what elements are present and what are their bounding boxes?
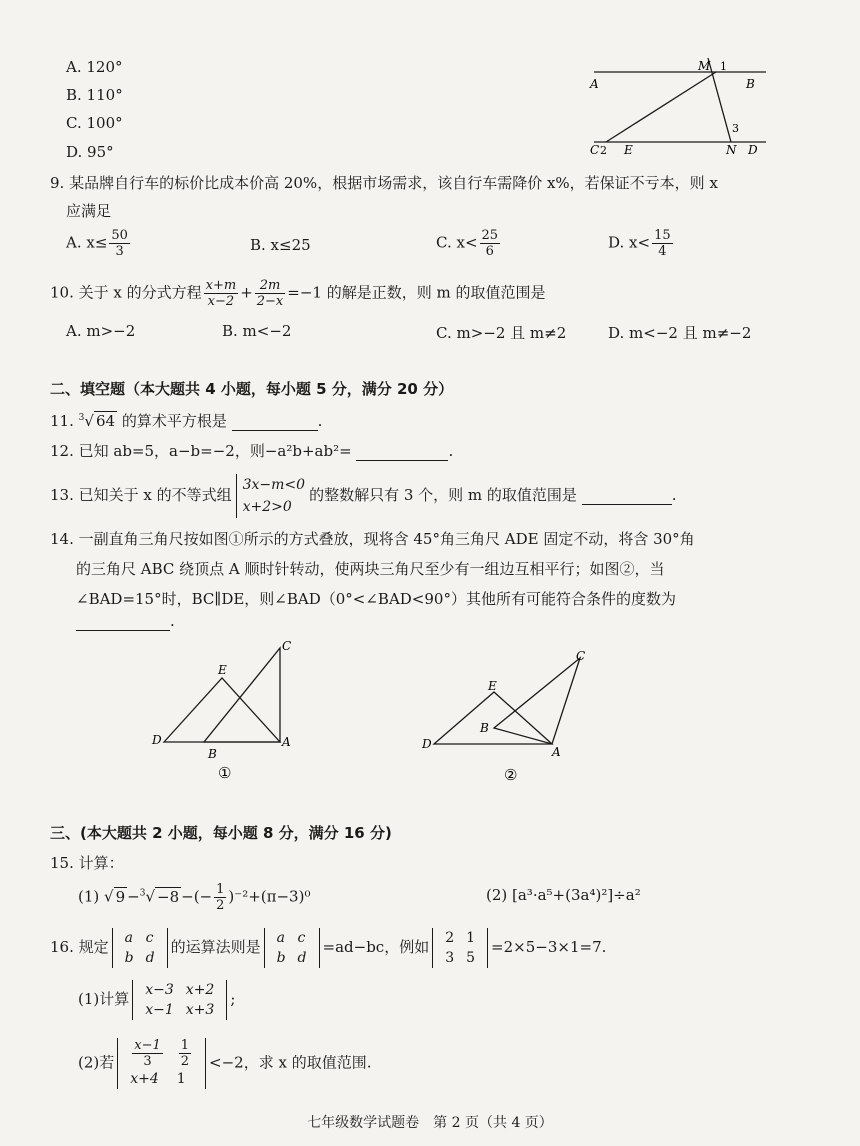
fig2-label-c: C xyxy=(576,649,586,663)
q12-question: 12. 已知 ab=5，a−b=−2，则−a²b+ab²= . xyxy=(50,442,454,460)
q11-question: 11. $^3$√ 64 的算术平方根是 . xyxy=(50,412,323,430)
q13-question: 13. 已知关于 x 的不等式组 3x−m<0 x+2>0 的整数解只有 3 个，则 m 的取值范围是 . xyxy=(50,474,676,518)
p1-b: x−1 xyxy=(145,1002,174,1018)
triangle-abc xyxy=(204,648,280,742)
q8-option-b: B. 110° xyxy=(66,86,123,104)
q14-answer-blank[interactable] xyxy=(76,612,170,631)
q12-answer-blank[interactable] xyxy=(356,442,448,461)
q11-answer-blank[interactable] xyxy=(232,412,318,431)
q8-figure xyxy=(586,54,776,158)
fig1-caption: ① xyxy=(218,764,232,782)
p1-a: x−3 xyxy=(145,982,174,998)
q14-line2: 的三角尺 ABC 绕顶点 A 顺时针转动，使两块三角尺至少有一组边互相平行；如图②，当 xyxy=(76,560,665,578)
q16-part2-label: (2)若 xyxy=(78,1053,115,1072)
q14-figure-2 xyxy=(418,646,598,786)
q16-part1 xyxy=(78,980,235,1020)
q11-root-index: 3 xyxy=(78,413,85,423)
p1-c: x+2 xyxy=(185,982,215,998)
det2-b: b xyxy=(276,950,286,966)
fig2-label-e: E xyxy=(488,679,497,693)
label-d: D xyxy=(748,143,758,157)
q8-option-c: C. 100° xyxy=(66,114,123,132)
q10-option-b: B. m<−2 xyxy=(222,322,292,340)
q15-frac-numerator: 1 xyxy=(216,882,225,897)
ex-c: 1 xyxy=(466,930,476,946)
ex-d: 5 xyxy=(466,950,476,966)
p2-b: x+4 xyxy=(130,1071,159,1087)
q9-a-denominator: 3 xyxy=(115,244,124,259)
q15-rest2: )⁻²+(π−3)⁰ xyxy=(228,887,311,906)
q15-frac-denominator: 2 xyxy=(216,898,225,913)
q16-mid: 的运算法则是 xyxy=(170,938,261,956)
section2-heading: 二、填空题（本大题共 4 小题，每小题 5 分，满分 20 分） xyxy=(50,380,454,398)
q15-minus: − xyxy=(127,887,140,906)
q9-d-numerator: 15 xyxy=(654,228,671,243)
q9-text-line1: 9. 某品牌自行车的标价比成本价高 20%，根据市场需求，该自行车需降价 x%，若保证不亏本，则 x xyxy=(50,174,718,192)
label-e: E xyxy=(624,143,633,157)
q16-part1-label: (1)计算 xyxy=(78,990,130,1008)
det-a: a xyxy=(124,930,133,946)
p2-c-numerator: 1 xyxy=(180,1038,190,1053)
q14-figure-1 xyxy=(146,636,306,782)
q14-answer: . xyxy=(76,612,175,631)
fig2-label-d: D xyxy=(422,737,432,751)
p1-d: x+3 xyxy=(185,1002,215,1018)
q12-text: 12. 已知 ab=5，a−b=−2，则−a²b+ab²= xyxy=(50,442,352,460)
p2-c-denominator: 2 xyxy=(180,1054,190,1069)
q11-radicand: 64 xyxy=(95,412,116,430)
q10-question xyxy=(50,278,545,309)
q9-c-numerator: 25 xyxy=(481,228,499,243)
q16-prefix: 16. 规定 xyxy=(50,938,109,956)
p2-a-numerator: x−1 xyxy=(134,1038,161,1053)
q9-option-c-prefix: C. x< xyxy=(436,233,478,252)
fig2-label-b: B xyxy=(480,721,489,735)
q15-cbrt-neg8: −8 xyxy=(157,887,180,906)
q10-fraction2-denominator: 2−x xyxy=(256,294,284,309)
p2-d: 1 xyxy=(176,1071,186,1087)
q9-option-b: B. x≤25 xyxy=(250,236,311,254)
q14-line3: ∠BAD=15°时，BC∥DE，则∠BAD（0°<∠BAD<90°）其他所有可能符合条件的度数为 xyxy=(76,590,676,608)
q10-option-c: C. m>−2 且 m≠2 xyxy=(436,324,567,342)
section3-heading: 三、(本大题共 2 小题，每小题 8 分，满分 16 分) xyxy=(50,824,392,842)
q11-number: 11. xyxy=(50,412,74,430)
q8-option-a: A. 120° xyxy=(66,58,123,76)
q9-option-a xyxy=(66,228,132,259)
q13-suffix: 的整数解只有 3 个，则 m 的取值范围是 xyxy=(309,486,577,504)
ex-a: 2 xyxy=(445,930,455,946)
q16-part1-end: ; xyxy=(230,990,236,1008)
label-c: C xyxy=(590,143,600,157)
triangle-ade xyxy=(164,678,280,742)
det-b: b xyxy=(124,950,134,966)
q15-cbrt-index: 3 xyxy=(139,888,146,899)
q10-suffix: =−1 的解是正数，则 m 的取值范围是 xyxy=(287,283,546,302)
det2-a: a xyxy=(276,930,285,946)
label-1: 1 xyxy=(720,60,727,73)
line-me xyxy=(606,72,716,142)
q9-option-d-prefix: D. x< xyxy=(608,233,651,252)
q9-c-denominator: 6 xyxy=(485,244,494,259)
fig1-label-d: D xyxy=(152,733,162,747)
q13-inequality-1: 3x−m<0 xyxy=(242,477,306,493)
q9-option-d xyxy=(608,228,675,259)
q15-part2: (2) [a³·a⁵+(3a⁴)²]÷a² xyxy=(486,886,641,904)
fig2-caption: ② xyxy=(504,766,518,784)
label-3: 3 xyxy=(732,122,739,135)
q11-text: 的算术平方根是 xyxy=(121,412,227,430)
q15-sqrt9: 9 xyxy=(115,887,126,906)
q9-a-numerator: 50 xyxy=(111,228,128,243)
q10-prefix: 10. 关于 x 的分式方程 xyxy=(50,283,202,302)
det-d: d xyxy=(145,950,155,966)
q16-rule: =ad−bc，例如 xyxy=(322,938,430,956)
fig1-label-e: E xyxy=(218,663,227,677)
label-a: A xyxy=(590,77,599,91)
fig2-label-a: A xyxy=(552,745,561,759)
label-b: B xyxy=(746,77,755,91)
q15-rest1: −(− xyxy=(181,887,213,906)
q10-plus: + xyxy=(240,283,253,302)
p2-a-denominator: 3 xyxy=(143,1054,152,1069)
q16-part2 xyxy=(78,1038,371,1089)
q10-option-a: A. m>−2 xyxy=(66,322,136,340)
triangle-ade-2 xyxy=(434,692,552,744)
q10-fraction1-numerator: x+m xyxy=(205,278,237,293)
label-n: N xyxy=(726,143,737,157)
label-m: M xyxy=(698,59,711,73)
label-2: 2 xyxy=(600,144,607,157)
q14-line1: 14. 一副直角三角尺按如图①所示的方式叠放，现将含 45°角三角尺 ADE 固定不动，将含 30°角 xyxy=(50,530,695,548)
q16-example: =2×5−3×1=7. xyxy=(491,938,607,956)
q15-part1-label: (1) xyxy=(78,887,100,906)
q9-option-a-prefix: A. x≤ xyxy=(66,233,108,252)
fig1-label-b: B xyxy=(208,747,217,761)
q16-part2-end: <−2，求 x 的取值范围. xyxy=(209,1053,372,1072)
fig1-label-c: C xyxy=(282,639,292,653)
ex-b: 3 xyxy=(445,950,455,966)
det2-d: d xyxy=(297,950,307,966)
q16-definition xyxy=(50,928,606,968)
q13-answer-blank[interactable] xyxy=(582,486,672,505)
q9-text-line2: 应满足 xyxy=(66,202,112,220)
q10-option-d: D. m<−2 且 m≠−2 xyxy=(608,324,752,342)
q9-d-denominator: 4 xyxy=(658,244,667,259)
q9-option-c xyxy=(436,228,502,259)
page-footer: 七年级数学试题卷 第 2 页（共 4 页） xyxy=(307,1115,553,1131)
q10-fraction2-numerator: 2m xyxy=(255,278,286,294)
q15-title: 15. 计算： xyxy=(50,854,124,872)
q13-inequality-2: x+2>0 xyxy=(242,499,292,515)
q13-prefix: 13. 已知关于 x 的不等式组 xyxy=(50,486,232,504)
q8-option-d: D. 95° xyxy=(66,143,114,161)
q15-part1: (1) √ 9 −$^3$√ −8 −(− $\frac{1}{2}$ )⁻²+(π−3)⁰ xyxy=(78,882,311,913)
q10-fraction1-denominator: x−2 xyxy=(207,294,235,309)
fig1-label-a: A xyxy=(282,735,291,749)
det-c: c xyxy=(145,930,154,946)
det2-c: c xyxy=(297,930,306,946)
